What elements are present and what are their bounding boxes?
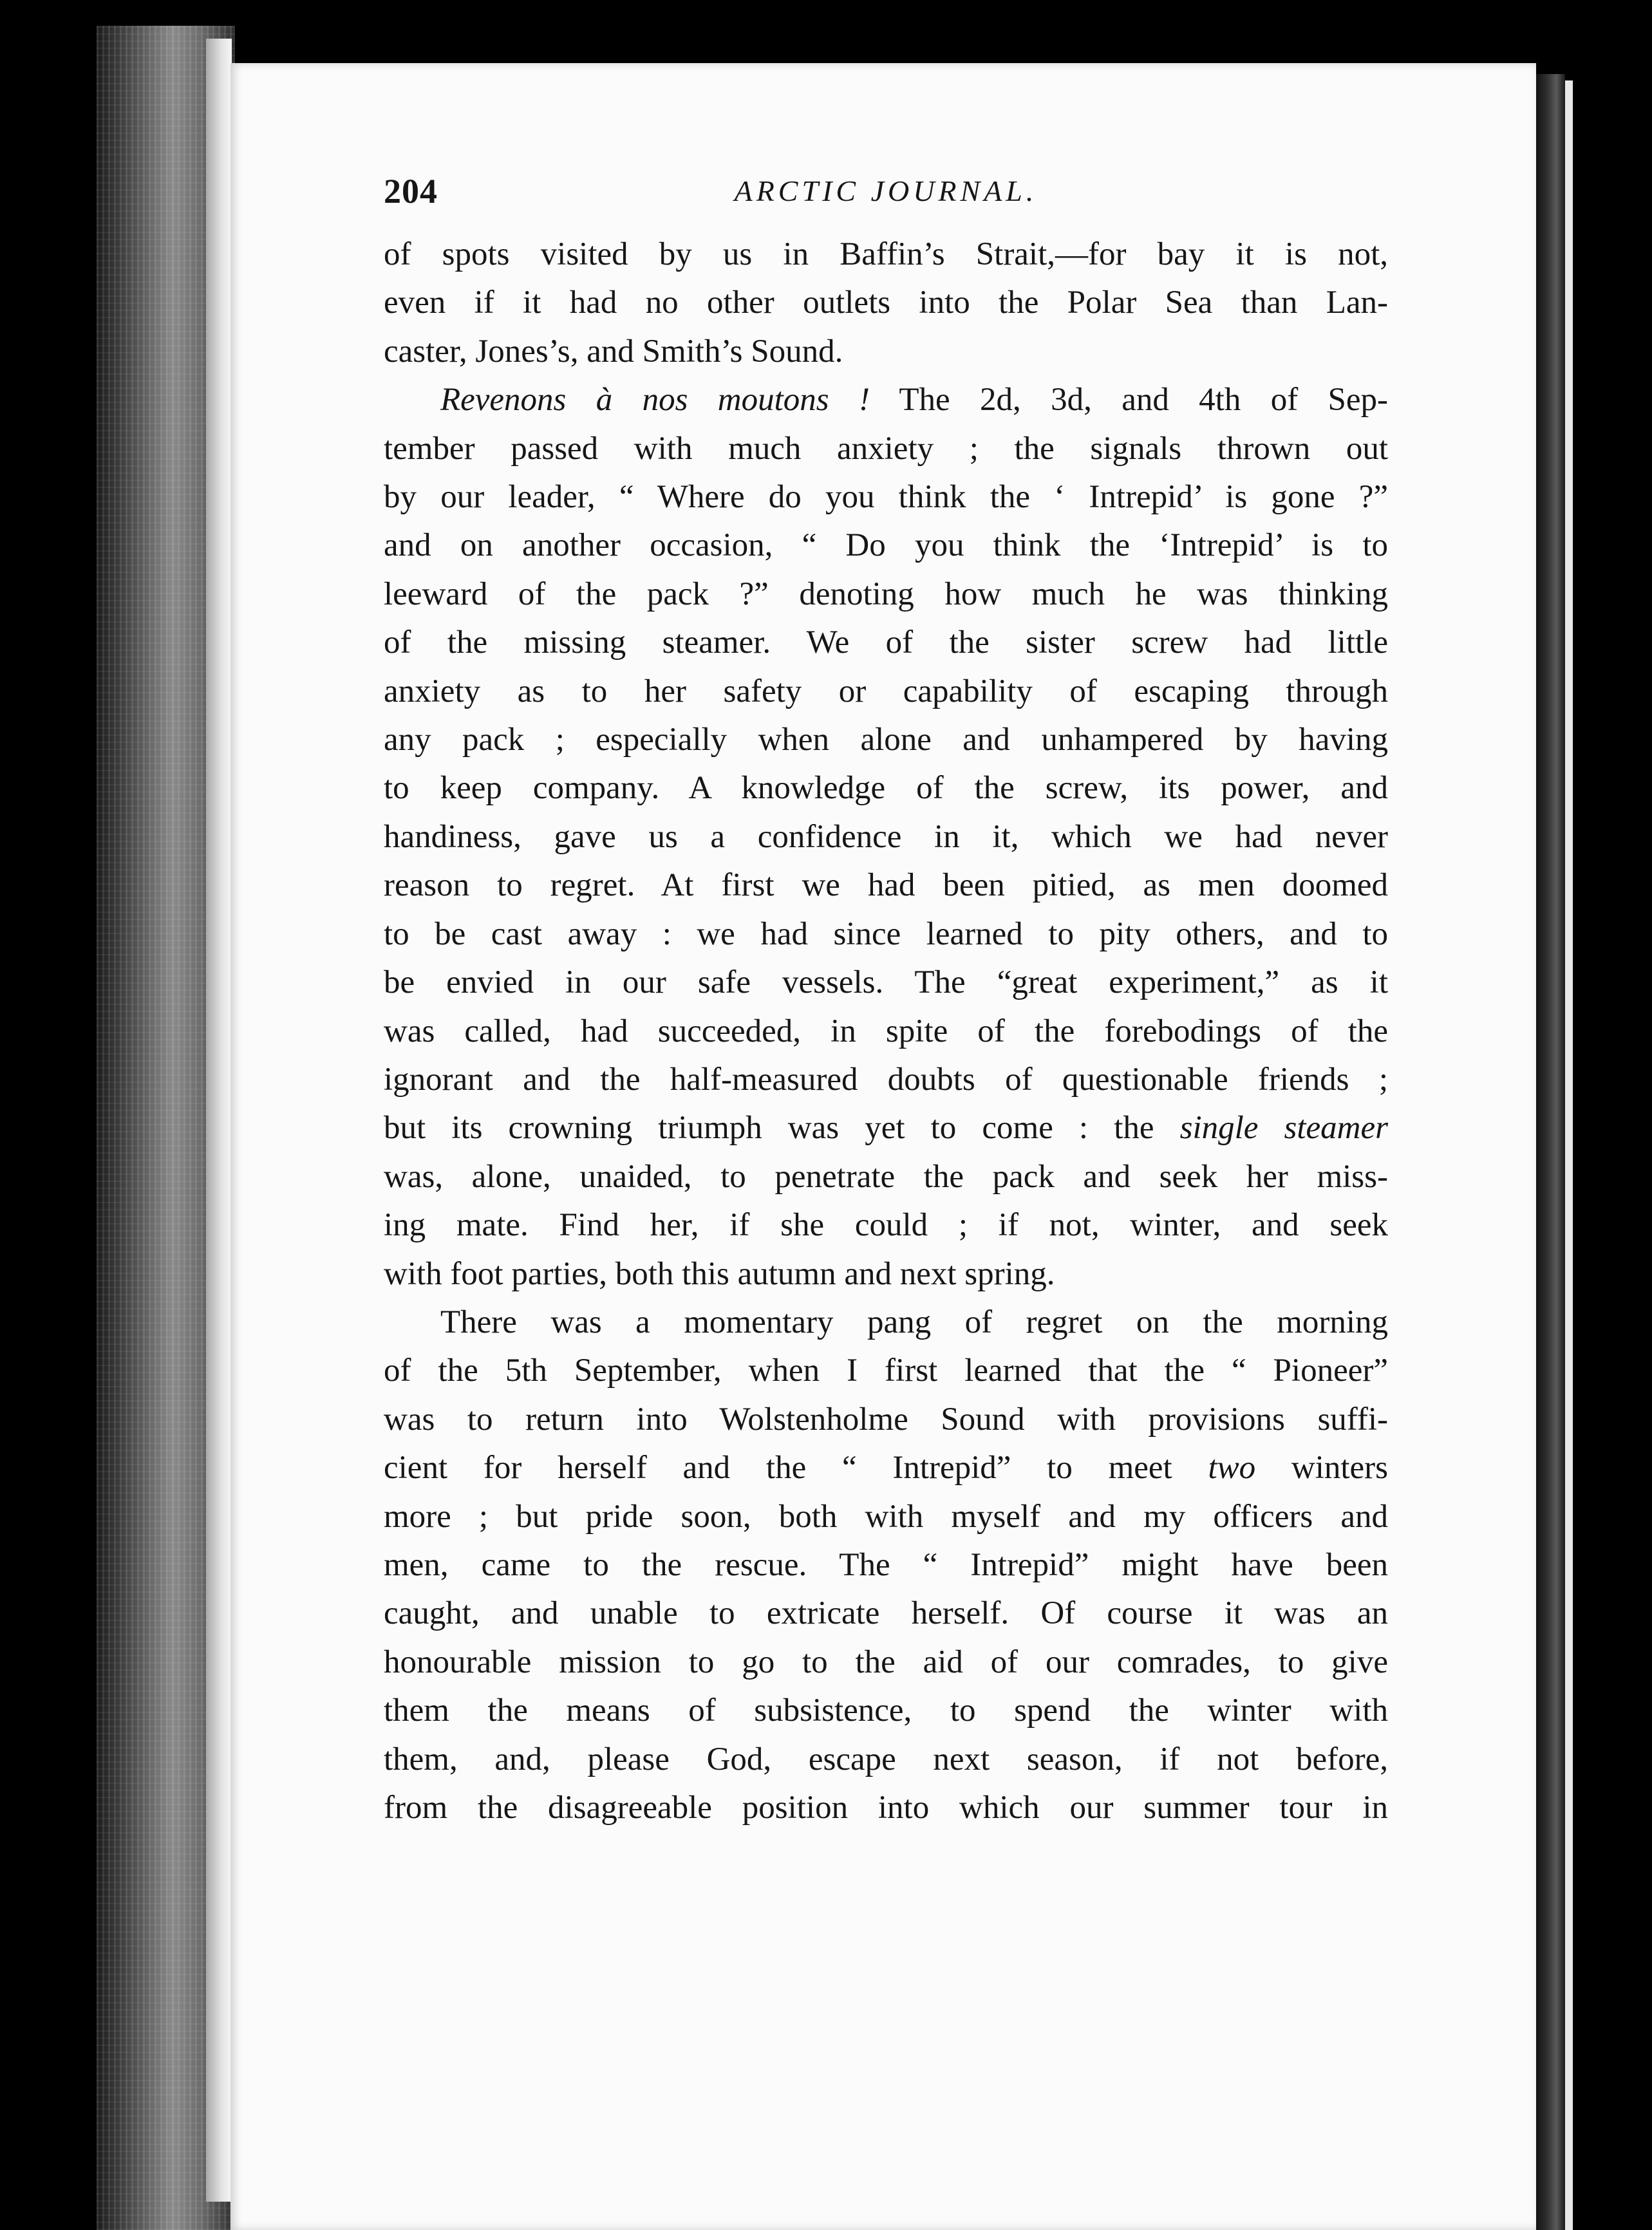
text-line: was, alone, unaided, to penetrate the pack and seek her miss- bbox=[384, 1158, 1388, 1195]
page-number: 204 bbox=[384, 172, 438, 211]
next-page-sliver bbox=[1565, 80, 1573, 2230]
text-line: was called, had succeeded, in spite of the forebodings of the bbox=[384, 1013, 1388, 1049]
text-line: tember passed with much anxiety ; the signals thrown out bbox=[384, 430, 1388, 467]
italic-phrase: two bbox=[1208, 1450, 1256, 1486]
text-line: them, and, please God, escape next season, if not before, bbox=[384, 1741, 1388, 1777]
text-line: any pack ; especially when alone and unhampered by having bbox=[384, 722, 1388, 758]
text-line: with foot parties, both this autumn and next spring. bbox=[384, 1255, 1055, 1292]
text-line: them the means of subsistence, to spend the winter with bbox=[384, 1692, 1388, 1729]
text-line: of the missing steamer. We of the sister screw had little bbox=[384, 624, 1388, 661]
text-line: reason to regret. At first we had been pitied, as men doomed bbox=[384, 867, 1388, 904]
running-head bbox=[384, 171, 1388, 230]
text-line: caster, Jones’s, and Smith’s Sound. bbox=[384, 333, 843, 370]
text-line: ignorant and the half-measured doubts of questionable friends ; bbox=[384, 1061, 1388, 1098]
text-line: be envied in our safe vessels. The “great experiment,” as it bbox=[384, 964, 1388, 1001]
text-line: honourable mission to go to the aid of our comrades, to give bbox=[384, 1644, 1388, 1680]
text-line: to be cast away : we had since learned to pity others, and to bbox=[384, 915, 1388, 952]
text-line: There was a momentary pang of regret on the morning bbox=[440, 1304, 1388, 1340]
text-line: anxiety as to her safety or capability of escaping through bbox=[384, 673, 1388, 709]
text-block bbox=[384, 171, 1388, 1832]
text-line: handiness, gave us a confidence in it, which we had never bbox=[384, 818, 1388, 855]
text-line: men, came to the rescue. The “ Intrepid” might have been bbox=[384, 1546, 1388, 1583]
body-text bbox=[384, 230, 1388, 1832]
printed-page bbox=[230, 63, 1536, 2230]
page-gutter bbox=[206, 39, 232, 2202]
text-line-with-italic: Revenons à nos moutons ! The 2d, 3d, and 4th of Sep- bbox=[440, 382, 1389, 418]
text-line-with-italic: cient for herself and the “ Intrepid” to meet two winters bbox=[384, 1450, 1389, 1486]
text-line: ing mate. Find her, if she could ; if not, winter, and seek bbox=[384, 1207, 1388, 1244]
text-line: even if it had no other outlets into the Polar Sea than Lan- bbox=[384, 285, 1388, 321]
next-page-edge bbox=[1536, 74, 1565, 2230]
text-line: of the 5th September, when I first learned that the “ Pioneer” bbox=[384, 1353, 1388, 1389]
text-line: more ; but pride soon, both with myself and my officers and bbox=[384, 1498, 1388, 1535]
text-line: of spots visited by us in Baffin’s Strait,—for bay it is not, bbox=[384, 236, 1388, 272]
text-line: by our leader, “ Where do you think the ‘ Intrepid’ is gone ?” bbox=[384, 479, 1388, 516]
text-line-with-italic: but its crowning triumph was yet to come : the single steamer bbox=[384, 1110, 1388, 1147]
text-line: from the disagreeable position into which our summer tour in bbox=[384, 1790, 1388, 1826]
text-line: was to return into Wolstenholme Sound with provisions suffi- bbox=[384, 1401, 1388, 1438]
italic-phrase: single steamer bbox=[1179, 1110, 1388, 1147]
italic-phrase: Revenons à nos moutons ! bbox=[440, 382, 870, 418]
text-line: leeward of the pack ?” denoting how much he was thinking bbox=[384, 576, 1388, 612]
text-line: to keep company. A knowledge of the screw, its power, and bbox=[384, 770, 1388, 807]
text-line: caught, and unable to extricate herself. Of course it was an bbox=[384, 1595, 1388, 1632]
text-line: and on another occasion, “ Do you think the ‘Intrepid’ is to bbox=[384, 527, 1388, 564]
running-title: ARCTIC JOURNAL. bbox=[734, 174, 1038, 207]
